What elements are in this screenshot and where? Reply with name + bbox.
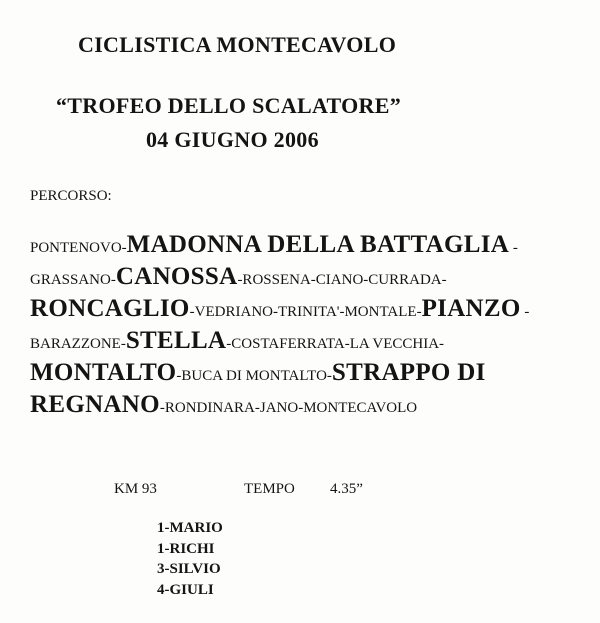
- route-line: [30, 360, 486, 385]
- route-climb: MADONNA DELLA BATTAGLIA: [126, 231, 510, 258]
- route-place: PONTENOVO-: [30, 240, 127, 256]
- route-place: -: [520, 304, 530, 320]
- route-line: [30, 328, 444, 353]
- route-climb: REGNANO: [30, 391, 160, 418]
- route-line: [30, 264, 447, 289]
- time-label: TEMPO: [244, 481, 295, 497]
- route-climb: STELLA: [125, 327, 227, 354]
- route-line: [30, 392, 417, 417]
- route-climb: MONTALTO: [30, 359, 177, 386]
- event-date: 04 GIUGNO 2006: [146, 127, 319, 152]
- route-climb: CANOSSA: [115, 263, 238, 290]
- result-item: 1-RICHI: [157, 540, 215, 557]
- route-place: -BUCA DI MONTALTO-: [176, 368, 332, 384]
- route-line: [30, 232, 518, 257]
- result-item: 4-GIULI: [157, 581, 214, 598]
- event-title: “TROFEO DELLO SCALATORE”: [56, 93, 402, 118]
- time-value: 4.35”: [330, 481, 363, 497]
- route-place: -ROSSENA-CIANO-CURRADA-: [237, 272, 447, 288]
- route-line: [30, 296, 529, 321]
- route-label: PERCORSO:: [30, 188, 112, 204]
- result-item: 1-MARIO: [157, 520, 223, 536]
- route-place: BARAZZONE-: [30, 336, 126, 352]
- distance: KM 93: [114, 481, 157, 497]
- route-climb: STRAPPO DI: [331, 359, 486, 386]
- results-list: [157, 518, 223, 600]
- route-climb: PIANZO: [421, 295, 521, 322]
- route-place: GRASSANO-: [30, 272, 116, 288]
- route-place: -VEDRIANO-TRINITA'-MONTALE-: [189, 304, 422, 320]
- route-climb: RONCAGLIO: [30, 295, 190, 322]
- route-place: -: [509, 240, 518, 256]
- result-item: 3-SILVIO: [157, 561, 221, 577]
- route-place: -RONDINARA-JANO-MONTECAVOLO: [159, 400, 418, 416]
- organization-title: CICLISTICA MONTECAVOLO: [78, 32, 397, 57]
- route-place: -COSTAFERRATA-LA VECCHIA-: [226, 336, 445, 352]
